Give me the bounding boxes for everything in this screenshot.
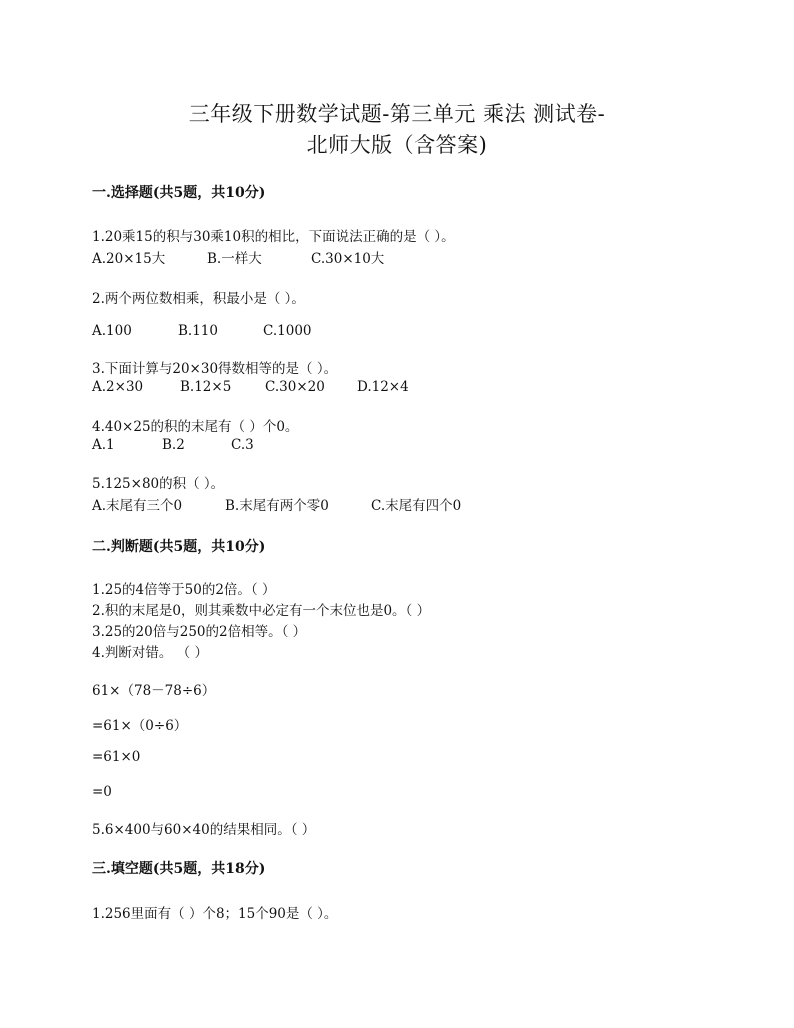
question-stem: 4.40×25的积的末尾有（ ）个0。	[92, 419, 299, 435]
question-options	[92, 379, 409, 395]
option: A.1	[92, 437, 115, 453]
question-options	[92, 437, 254, 453]
question-stem: 3.下面计算与20×30得数相等的是（ ）。	[92, 361, 338, 377]
option: A.100	[92, 323, 132, 339]
question-stem: 1.20乘15的积与30乘10积的相比，下面说法正确的是（ ）。	[92, 229, 455, 245]
section-heading-choice: 一.选择题(共5题，共10分)	[92, 185, 266, 201]
option: A.20×15大	[92, 251, 166, 267]
section-heading-judge: 二.判断题(共5题，共10分)	[92, 539, 266, 555]
question-options	[92, 494, 461, 514]
question-stem: 5.125×80的积（ ）。	[92, 476, 225, 492]
question-line: 4.判断对错。 （ ）	[92, 645, 208, 661]
option: B.一样大	[207, 251, 262, 267]
option: B.110	[178, 323, 218, 339]
option: C.30×10大	[311, 251, 385, 267]
question-line: 1.25的4倍等于50的2倍。（ ）	[92, 582, 276, 598]
option: C.30×20	[265, 379, 325, 395]
option: C.1000	[263, 323, 312, 339]
option: D.12×4	[357, 379, 409, 395]
question-options	[92, 247, 384, 267]
question-line: 3.25的20倍与250的2倍相等。（ ）	[92, 624, 307, 640]
question-options	[92, 323, 312, 339]
option: B.末尾有两个零0	[225, 498, 329, 514]
calc-step: 61×（78－78÷6）	[92, 683, 216, 699]
question-line: 5.6×400与60×40的结果相同。（ ）	[92, 822, 316, 838]
question-line: 2.积的末尾是0，则其乘数中必定有一个末位也是0。（ ）	[92, 603, 431, 619]
question-line: 1.256里面有（ ）个8；15个90是（ ）。	[92, 906, 338, 922]
calc-step: =61×（0÷6）	[92, 718, 188, 734]
section-heading-fill: 三.填空题(共5题，共18分)	[92, 861, 266, 877]
option: B.12×5	[180, 379, 232, 395]
option: B.2	[162, 437, 185, 453]
option: A.末尾有三个0	[92, 498, 183, 514]
question-stem: 2.两个两位数相乘，积最小是（ ）。	[92, 291, 305, 307]
page-title-line-2: 北师大版（含答案)	[306, 133, 488, 157]
calc-step: =61×0	[92, 749, 141, 765]
option: C.末尾有四个0	[371, 498, 462, 514]
option: C.3	[231, 437, 254, 453]
calc-step: =0	[92, 784, 112, 800]
option: A.2×30	[92, 379, 144, 395]
page-title-line-1: 三年级下册数学试题-第三单元 乘法 测试卷-	[188, 102, 606, 126]
